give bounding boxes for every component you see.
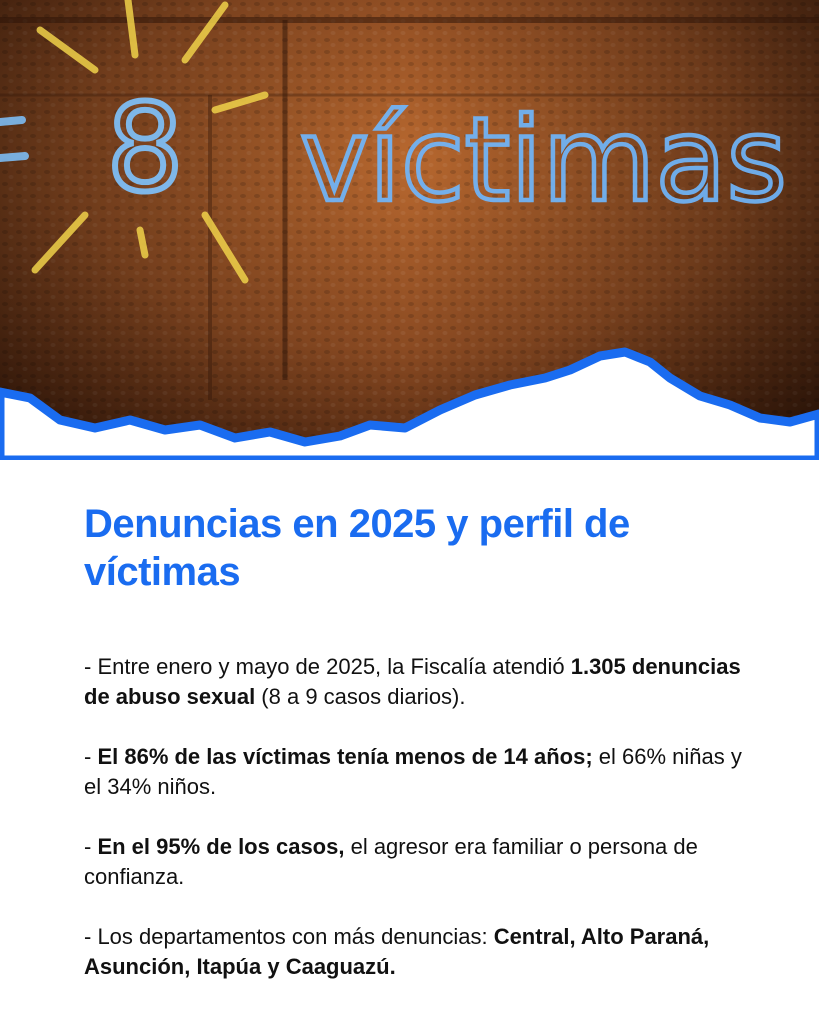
bullet-item bbox=[84, 742, 764, 802]
bullet-text: el agresor era familiar o persona de confianza. bbox=[84, 834, 698, 889]
main-content bbox=[84, 500, 764, 1012]
page-title: Denuncias en 2025 y perfil de víctimas bbox=[84, 502, 630, 594]
bullet-list bbox=[84, 652, 764, 982]
hero-photo bbox=[0, 0, 819, 460]
bullet-text: el 66% niñas y el 34% niños. bbox=[84, 744, 742, 799]
bullet-item bbox=[84, 832, 764, 892]
chalk-number: 8 bbox=[106, 80, 184, 219]
bullet-item bbox=[84, 652, 764, 712]
bullet-emphasis: 1.305 denuncias de abuso sexual bbox=[84, 654, 741, 709]
bullet-text: - Entre enero y mayo de 2025, la Fiscalía atendió bbox=[84, 654, 571, 679]
bullet-emphasis: En el 95% de los casos, bbox=[97, 834, 345, 859]
bullet-text: - bbox=[84, 744, 98, 769]
bullet-text: - bbox=[84, 834, 98, 859]
bullet-item bbox=[84, 922, 764, 982]
bullet-emphasis: Central, Alto Paraná, Asunción, Itapúa y Caaguazú. bbox=[84, 924, 710, 979]
bullet-text: - Los departamentos con más denuncias: bbox=[84, 924, 494, 949]
chalk-word: víctimas bbox=[300, 93, 787, 228]
bullet-text: (8 a 9 casos diarios). bbox=[255, 684, 466, 709]
bullet-emphasis: El 86% de las víctimas tenía menos de 14 años; bbox=[97, 744, 593, 769]
chalk-wall-image bbox=[0, 0, 819, 460]
